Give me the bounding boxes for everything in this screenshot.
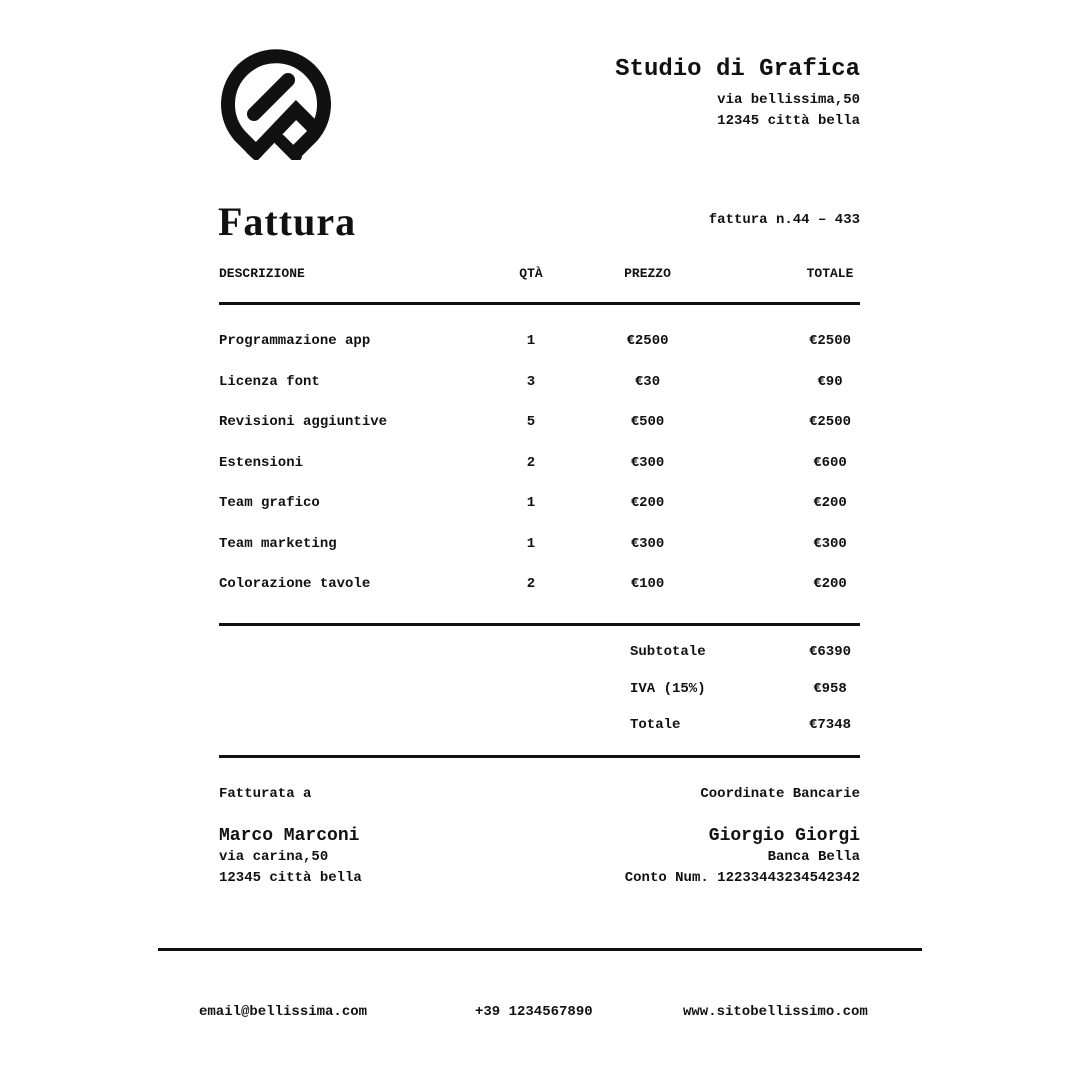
footer-website: www.sitobellissimo.com <box>683 1004 868 1020</box>
row-description: Colorazione tavole <box>219 576 371 592</box>
row-description: Team marketing <box>219 536 337 552</box>
vat-value: €958 <box>813 681 847 697</box>
row-description: Team grafico <box>219 495 320 511</box>
row-quantity: 2 <box>526 455 536 471</box>
header-description: DESCRIZIONE <box>219 266 305 281</box>
footer-phone: +39 1234567890 <box>475 1004 593 1020</box>
company-address-line1: via bellissima,50 <box>717 92 860 108</box>
row-total: €2500 <box>808 414 851 430</box>
header-price: PREZZO <box>624 266 671 281</box>
row-description: Revisioni aggiuntive <box>219 414 388 430</box>
footer-email: email@bellissima.com <box>199 1004 368 1020</box>
company-address-line2: 12345 città bella <box>717 113 860 129</box>
row-price: €300 <box>630 536 665 552</box>
row-quantity: 3 <box>526 374 536 390</box>
row-quantity: 1 <box>526 536 536 552</box>
invoice-title: Fattura <box>218 199 357 244</box>
row-total: €90 <box>817 374 843 390</box>
row-description: Licenza font <box>219 374 320 390</box>
header-divider <box>219 302 860 305</box>
row-quantity: 1 <box>526 495 536 511</box>
items-divider <box>219 623 860 626</box>
row-price: €300 <box>630 455 665 471</box>
header-quantity: QTÀ <box>519 266 543 281</box>
row-price: €100 <box>630 576 665 592</box>
totals-divider <box>219 755 860 758</box>
row-description: Estensioni <box>219 455 304 471</box>
bank-name: Banca Bella <box>767 849 860 865</box>
invoice-number: fattura n.44 – 433 <box>708 212 860 228</box>
header-total: TOTALE <box>806 266 854 281</box>
row-total: €200 <box>813 576 847 592</box>
billed-to-address-line2: 12345 città bella <box>219 870 362 886</box>
row-quantity: 2 <box>526 576 536 592</box>
row-price: €500 <box>630 414 665 430</box>
billed-to-heading: Fatturata a <box>219 786 312 802</box>
bank-account-holder: Giorgio Giorgi <box>708 826 860 846</box>
subtotal-label: Subtotale <box>630 644 706 660</box>
total-label: Totale <box>630 717 681 733</box>
row-price: €2500 <box>626 333 669 349</box>
circle-monogram-logo-icon <box>218 44 334 160</box>
row-quantity: 5 <box>526 414 536 430</box>
row-total: €200 <box>813 495 847 511</box>
bank-account-number: Conto Num. 12233443234542342 <box>624 870 860 886</box>
subtotal-value: €6390 <box>808 644 851 660</box>
row-total: €300 <box>813 536 847 552</box>
company-name: Studio di Grafica <box>615 56 860 83</box>
row-price: €30 <box>634 374 661 390</box>
row-total: €2500 <box>808 333 851 349</box>
company-logo <box>218 44 334 160</box>
vat-label: IVA (15%) <box>630 681 706 697</box>
row-price: €200 <box>630 495 665 511</box>
bank-heading: Coordinate Bancarie <box>700 786 860 802</box>
billed-to-address-line1: via carina,50 <box>219 849 329 865</box>
row-quantity: 1 <box>526 333 536 349</box>
footer-divider <box>158 948 922 951</box>
row-total: €600 <box>813 455 847 471</box>
total-value: €7348 <box>808 717 851 733</box>
billed-to-name: Marco Marconi <box>219 826 360 846</box>
row-description: Programmazione app <box>219 333 371 349</box>
